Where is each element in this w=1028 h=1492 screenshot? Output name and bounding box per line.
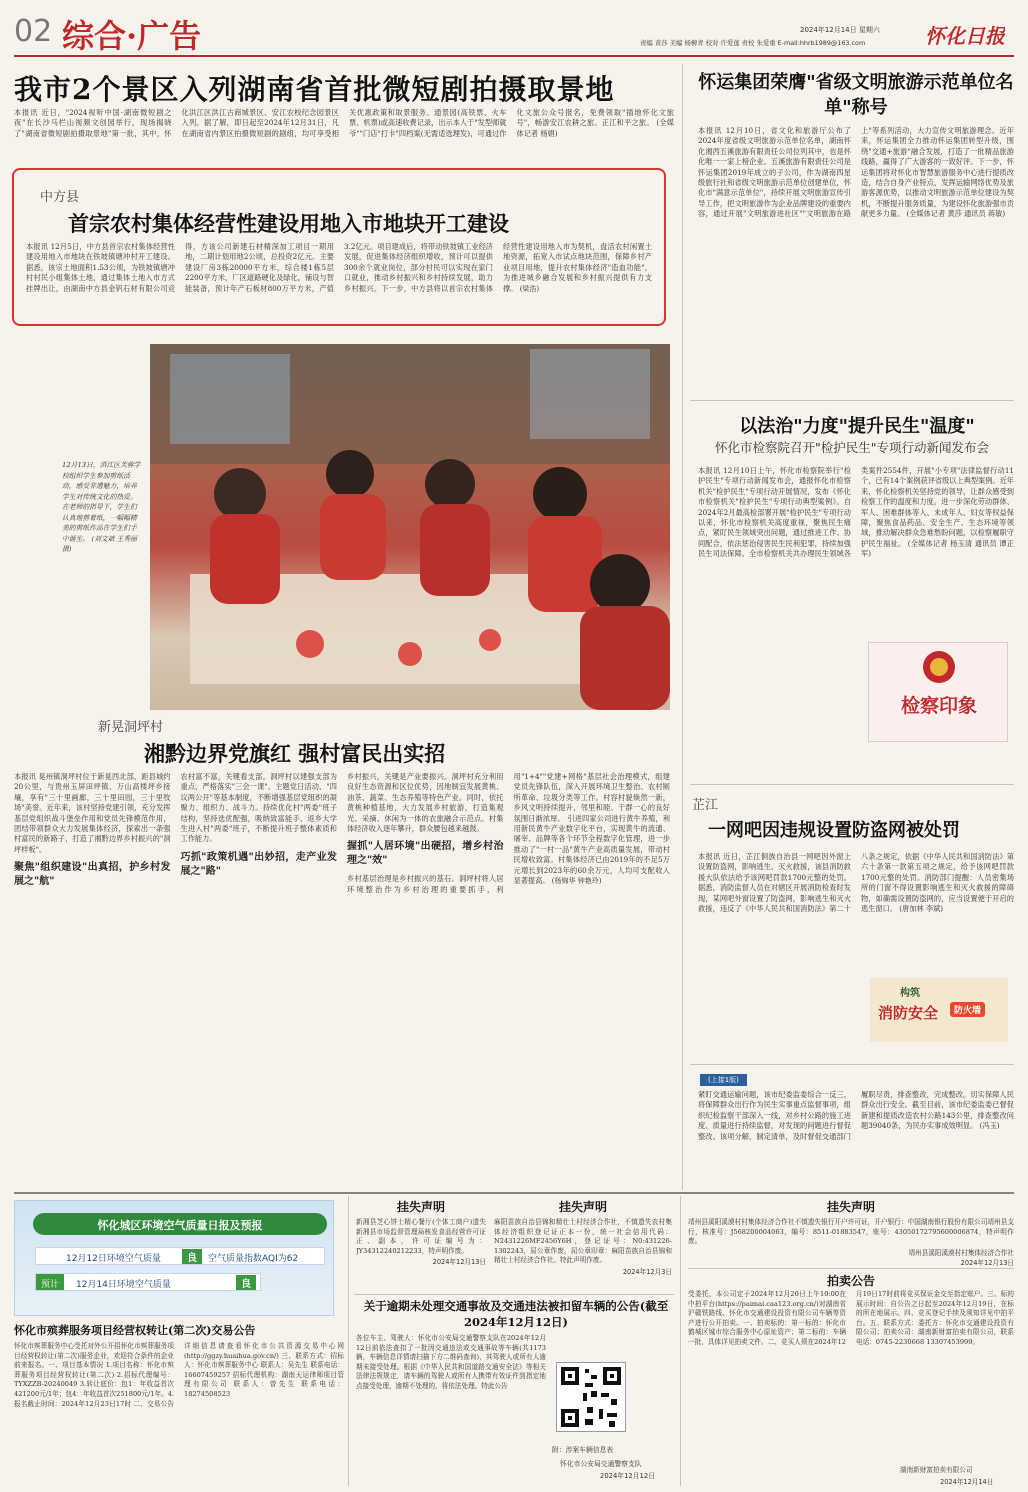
ads-rule-sale <box>688 1268 1014 1269</box>
lost1-title: 挂失声明 <box>396 1200 445 1214</box>
lead-headline: 我市2个景区入列湖南省首批微短剧拍摄取景地 <box>14 73 615 106</box>
section-title: 综合·广告 <box>62 17 202 54</box>
right4-body <box>698 1090 1014 1182</box>
procuratorate-emblem <box>868 642 1008 742</box>
lost1-body: 新湘县芝心饼士精心餐厅(个体工商户)遗失新湘县市场监督管理局核发食品经营许可证正、副本，许可证编号为：JY34312240212233，特声明作废。 <box>356 1218 486 1255</box>
lost2-body: 麻阳苗族自治县锦和精壮士村经济合作社，不慎遗失农村集体经济组织登记证正本一份，统一社会信用代码：N2431226MF2456Y6H，登记证号：N0:431226-1302243，屈公章作废，屈公章印章：麻阳苗族自治县锦和精壮士村经济合作社。特此声明作废。 <box>494 1218 672 1265</box>
right4-continued: (上接1版) <box>700 1074 747 1086</box>
right1-body <box>698 126 1014 374</box>
masthead <box>0 0 1028 54</box>
feature-p4: 乡村基层治理是乡村振兴的基石。洞坪村将人居环境整治作为乡村治理的重要抓手，利用"1+4""党建+网格"基层社会治理模式，组建党员先锋队伍，深入开展环境卫生整治、农村厕所革命、垃圾分类等工作。村容村貌焕然一新，乡风文明持续提升，邻里和睦、干群一心的良好氛围日渐浓厚。 <box>347 772 670 894</box>
masthead-rule <box>14 55 1014 57</box>
right-rule-2 <box>690 784 1014 785</box>
caption-text: 12月13日，洪江区芙蓉学校组织学生参加剪纸活动，感受非遗魅力，培养学生对传统文化的热爱。在老师的指导下，学生们认真地剪着纸，一幅幅精美的剪纸作品在学生们手中诞生。 <box>62 461 141 543</box>
emblem-label: 检察印象 <box>900 695 977 717</box>
ads-rule-traffic <box>354 1294 674 1295</box>
badge-tag: 防火墙 <box>950 1002 985 1017</box>
news-photo <box>150 344 670 710</box>
air-title-bar <box>33 1213 327 1235</box>
right3-headline: 一网吧因违规设置防盗网被处罚 <box>708 820 960 841</box>
ads-divider-1 <box>348 1196 349 1486</box>
lost3-org: 靖州县溪阳溪漠村村集体经济合作社 <box>908 1248 1014 1257</box>
issue-date: 2024年12月14日 星期六 <box>800 26 880 34</box>
sale-org: 湖南新财富拍卖有限公司 <box>900 1466 973 1474</box>
badge-small-text: 构筑 <box>900 988 920 999</box>
feature-body <box>14 772 670 1182</box>
sale-notice-body: 受委托，本公司定于2024年12月20日上午10:00在中拍平台(https://paimai.caa123.org.cn/)对湖南省沪赣铁路线、怀化市交通建设投资有限公司车辆等资产进行公开拍卖。一、拍卖标的：第一标的：怀化市鹤城区城市综合服务中心原址资产；第二标的：车辆一批，具体详见拍卖文件。二、竞买人须在2024年12月19日17时前将竞买保证金交至指定账户。三、标的展示时间：自公告之日起至2024年12月19日，在标的所在地展示。四、竞买登记手续及须知详见中拍平台。五、联系方式：委托方：怀化市交通建设投资有限公司；拍卖公司：湖南新财富拍卖有限公司，联系电话：0745-2230668 13307453999。 <box>688 1290 1014 1346</box>
boxed-text: 本报讯 12月5日，中方县首宗农村集体经营性建设用地入市地块在铁坡镇塘冲村开工建设。据悉，该宗土地面积1.53公顷，为铁坡镇塘冲村村民小组集体土地，通过集体土地入市方式挂牌出让，由湖南中方县金钒石材有限公司竞得，方该公司新建石材精深加工项目一期用地，二期计划用地2公顷，总投资2亿元。主要建设厂房3栋20000平方米，综合楼1栋5层2200平方米，厂区道路硬化及绿化，铺设与智能装备，预计年产石板材800万平方米，产值3.2亿元。项目建成后，将带动铁坡镇工业经济发展，促进集体经济组织增收，预计可以提供300余个就业岗位，部分村民可以实现在家门口就业，推动乡村振兴和乡村持续发展，助力乡村振兴。下一步，中方县将以首宗农村集体经营性建设用地入市为契机，盘活农村闲置土地资源，拓宽入市试点地块范围，保障乡村产业项目用地，提升农村集体经济"造血功能"，为推进城乡融合发展和乡村振兴提供有力支撑。 <box>26 242 652 293</box>
right2-byline: (全媒体记者 杨玉清 通讯员 谭正军) <box>861 538 1014 559</box>
right2-headline: 以法治"力度"提升民生"温度" <box>739 416 975 437</box>
air-day1-label: 12月12日环境空气质量 <box>66 1254 161 1264</box>
sale-notice-title: 拍卖公告 <box>826 1274 875 1288</box>
lead-byline: (全媒体记者 杨娟) <box>516 118 674 138</box>
lead-text: 本报讯 近日，"2024视听中国·湖南微短剧之夜"在长沙马栏山视频文创园举行，现场揭晓了"湖南省微短剧拍摄取景地"第一批，其中，怀化洪江区洪江古商城景区、安江农校纪念园景区入列。据了解，即日起至2024年12月31日，凡在湖南省内景区拍摄微短剧的剧组，均可享受相关优惠政策和取景服务。通景园(高铁票、火车票、机票)或高速收费记录，出示本人于"发型师就爷""门店"打卡"四档案(无需适选理发)，可通过作化文旅公众号报名，免费领取"插地怀化文旅号"，畅游安江农耕之旅、正江和平之旅。 <box>14 108 674 138</box>
air-day1-aqi: 空气质量指数AQI为62 <box>208 1254 299 1264</box>
fire-safety-badge <box>870 978 1008 1042</box>
feature-sub3: 握抓"人居环境"出硬招，增乡村治理之"效" <box>347 841 504 867</box>
lost-notice-2 <box>494 1198 672 1298</box>
qr-code-icon <box>557 1363 625 1431</box>
lost1-date: 2024年12月13日 <box>432 1258 486 1267</box>
lost3-body: 靖州县溪阳溪漠村村集体经济合作社不慎遗失银行开户许可证，开户银行：中国湖南银行股份有限公司靖州县支行，核准号：J568200004063，编号：8511-01883547，账号：43050172795600006874，特声明作废。 <box>688 1218 1014 1246</box>
feature-p1: 本报讯 晃州镇洞坪村位于新晃西北部，距县城约20公里，与贵州玉屏田坪镇、万山高楼坪乡接壤，享有"三十里画廊，三十里田园，三十里牧场"美誉。近年来，该村坚持党建引领，充分发挥基层党组织战斗堡垒作用和党员先锋模范作用，团结带领群众大力发展集体经济，探索出一条强村富民的新路子，打造了湘黔边界乡村振兴的"洞坪样板"。 <box>14 772 171 854</box>
funeral-notice-body: 怀化市殡葬服务中心受托对外公开招怀化市殡葬服务项目经营权转让(第二次)服务企业，欢迎符合条件的企业前来报名。一、项目基本情况 1.项目名称：怀化市殡葬服务项目经营权转让(第二次) 2.招标代理编号：TYXZZB-20240049 3.转让底价：包1：年收益首次421200元/1年；包4：年收益首次251800元/1年。4.报名截止时间：2024年12月23日17时 二、交易公告详细信息请查看怀化市公共资源交易中心网(http://ggzy.huaihua.gov.cn/) 三、联系方式：招标人：怀化市殡葬服务中心 联系人：吴先生 联系电话：16607459257 招标代理机构：湖南天运律师项目管理有限公司 联系人：曾先生 联系电话：18274508523 <box>14 1342 344 1408</box>
sale-date: 2024年12月14日 <box>940 1478 994 1486</box>
boxed-story <box>12 168 666 326</box>
right1-byline: (全媒体记者 黄莎 通讯员 蒋敏) <box>906 209 1006 219</box>
right4-byline: (冯玉) <box>979 1121 1000 1131</box>
lost2-date: 2024年12月3日 <box>622 1267 672 1276</box>
lead-body <box>14 108 674 164</box>
feature-byline: (杨锦华 钟艳玲) <box>551 877 602 886</box>
traffic-attachment: 附：涉案车辆信息表 <box>552 1446 614 1454</box>
feature-p2: 农村富不富，关键看支部。洞坪村以建强支部为重点，严格落实"三会一课"、主题党日活动、"四议两公开"等基本制度，不断增强基层党组织的凝聚力、组织力、战斗力。持续优化村"两委"班子结构，坚持选优配强，吸纳致富能手、返乡大学生进入村"两委"班子，不断提升班子整体素质和工作能力。 <box>180 772 337 844</box>
feature-headline: 湘黔边界党旗红 强村富民出实招 <box>144 741 446 766</box>
feature-kicker: 新晃洞坪村 <box>98 720 164 735</box>
right-rule-3 <box>690 1064 1014 1065</box>
boxed-kicker: 中方县 <box>40 190 80 205</box>
right3-kicker: 芷江 <box>692 798 719 813</box>
boxed-body <box>26 242 652 318</box>
air-day2-label: 12月14日环境空气质量 <box>76 1280 171 1290</box>
boxed-byline: (梁浩) <box>519 284 540 293</box>
lost-notice-3 <box>688 1198 1014 1268</box>
air-forecast-label: 预计 <box>36 1274 64 1291</box>
ads-top-rule <box>14 1192 1014 1194</box>
air-day1-grade: 良 <box>182 1249 202 1264</box>
lost-notice-1 <box>356 1198 486 1298</box>
feature-sub1: 聚焦"组织建设"出真招，护乡村发展之"航" <box>14 862 171 888</box>
feature-p5: 引进四家公司进行黄牛养殖，利用新民黄牛产业数字化平台，实现黄牛的流通、屠宰、品牌等各个环节全程数字化管理，进一步推动了"一村一品"黄牛产业高质量发展，带动村民增收致富。村集体经济已由2019年的不足5万元增长到2023年的60余万元，人均可支配收入显著提高。 <box>513 813 670 886</box>
traffic-notice-body: 各位车主、驾驶人：怀化市公安局交通警察支队在2024年12月12日前依法查扣了一批因交通违法或交通事故等车辆(共1173辆，车辆信息详情请扫描下方二维码查询)，其驾驶人或所有人逾期未接受处理。根据《中华人民共和国道路交通安全法》等相关法律法规规定，请车辆的驾驶人或所有人携带有效证件到指定地点接受处理，逾期不处理的，将依法处理。特此公告 <box>356 1334 546 1390</box>
right2-text: 本报讯 12月10日上午，怀化市检察院举行"检护民生"专项行动新闻发布会，通报怀化市检察机关"检护民生"专项行动开展情况，发布《怀化市检察机关"检护民生"专项行动典型案例》。自2024年2月最高检部署开展"检护民生"专项行动以来，怀化市检察机关高度重视，聚焦民生痛点，紧盯民生领域突出问题，通过推进工作、协同配合，依法惩治侵害民生民利犯罪，持续加强民生司法保障。全市检察机关共办理民生领域各类案件2554件，开展"小专项"法律监督行动11个，已有14个案例获评省级以上典型案例。近年来，怀化检察机关坚持党的领导，让群众感受到检察工作的温度和力度，进一步深化劳动群体、军人、困难群体等人、未成年人、妇女等权益保障，聚焦食品药品、安全生产、生态环境等领域，推动解决群众急难愁盼问题，以检察履职守护民生福祉。 <box>698 466 1014 559</box>
right3-text: 本报讯 近日，芷江侗族自治县一网吧因外窗上设置防盗网，影响逃生、灭火救援，该县消防救援大队依法给予该网吧罚款1700元整的处罚。据悉，消防监督人员在对辖区开展消防检查时发现，某网吧外窗设置了防盗网，影响逃生和灭火救援，违反了《中华人民共和国消防法》第二十八条之规定，依据《中华人民共和国消防法》第六十条第一款第五项之规定，给予该网吧罚款1700元整的处罚。消防部门提醒：人员密集场所的门窗不得设置影响逃生和灭火救援的障碍物，如确需设置防盗网的，应当设置便于开启的逃生窗口。 <box>698 852 1014 914</box>
paper-logo: 怀化日报 <box>925 24 1005 48</box>
right2-subheadline: 怀化市检察院召开"检护民生"专项行动新闻发布会 <box>715 440 989 455</box>
lost2-title: 挂失声明 <box>558 1200 607 1214</box>
boxed-headline: 首宗农村集体经营性建设用地入市地块开工建设 <box>68 211 509 236</box>
right3-byline: (唐加林 李斌) <box>899 904 944 914</box>
page-number: 02 <box>14 14 53 49</box>
emblem-icon <box>921 649 957 685</box>
air-day2-row <box>35 1273 261 1291</box>
traffic-org: 怀化市公安局交通警察支队 <box>560 1460 642 1468</box>
traffic-notice-title: 关于逾期未处理交通事故及交通违法被扣留车辆的公告(截至2024年12月12日) <box>363 1299 669 1329</box>
right1-headline: 怀运集团荣膺"省级文明旅游示范单位名单"称号 <box>698 72 1014 118</box>
column-divider <box>682 64 683 1190</box>
feature-sub2: 巧抓"政策机遇"出妙招，走产业发展之"路" <box>180 851 337 877</box>
right-rule-1 <box>690 400 1014 401</box>
lost3-date: 2024年12月13日 <box>960 1258 1014 1267</box>
photo-caption <box>62 460 142 660</box>
qr-code <box>556 1362 626 1432</box>
air-quality-box <box>14 1200 334 1316</box>
traffic-date: 2024年12月12日 <box>600 1472 655 1480</box>
lost3-title: 挂失声明 <box>826 1200 875 1214</box>
air-day1-row <box>35 1247 325 1265</box>
ads-divider-2 <box>680 1196 681 1486</box>
air-day2-grade: 良 <box>236 1275 256 1290</box>
right1-text: 本报讯 12月10日，省文化和旅游厅公布了2024年度省级文明旅游示范单位名单，湖南怀化湘西五溪旅游有限责任公司位列其中，也是怀化唯一一家上榜企业。五溪旅游有限责任公司是怀运集团2019年成立的子公司，作为湖南四星级旅行社和省级文明旅游示范单位创建单位，怀化市"满意示范单位"，持续开展文明旅游宣传引导工作，把文明旅游作为企业品牌建设的重要内容，通过开展"文明旅游进社区""文明旅游在路上"等系列活动，大力宣传文明旅游理念。近年来，怀运集团全力推动怀运集团转型升级，围绕"交通+旅游"融合发展，打造了一批精品旅游线路，赢得了广大游客的一致好评。下一步，怀运集团将对怀化市智慧旅游服务中心进行提质改造，结合自身产业特点，发挥运输网络优势及旅游客源优势，以推动文明旅游示范单位建设为契机，不断提升服务质量，为建设怀化旅游强市贡献更多力量。 <box>698 126 1014 219</box>
feature-p3: 乡村振兴，关键是产业要振兴。洞坪村充分利用良好生态资源和区位优势，因地制宜发展黄桃、油茶、蔬菜、生态养殖等特色产业。同时，依托黄桃种植基地，大力发展乡村旅游，打造集观光、采摘、休闲为一体的农旅融合示范点。村集体经济收入逐年攀升，群众腰包越来越鼓。 <box>347 772 504 834</box>
caption-credit: (刘文斌 王秀丽 摄) <box>62 534 137 553</box>
funeral-notice-title: 怀化市殡葬服务项目经营权转让(第二次)交易公告 <box>14 1324 256 1337</box>
staff-credits: 责编 黄莎 美编 杨柳青 校对 许爱莲 责校 朱爱重 E-mail:hhrb1989@163.com <box>640 39 866 47</box>
badge-main-text: 消防安全 <box>878 1004 939 1022</box>
right4-text: 紧盯交通运输问题，该市纪委监委综合一反三，将保障群众出行作为民生实事重点监督事项，组织纪检监察干部深入一线，对乡村公路的施工进度、质量进行持续监督，对发现的问题进行督促整改。该项分解，制定清单，及时督促交通部门履职尽责，排查整改，完成整改。切实保障人民群众出行安全。截至目前，该市纪委监委已督促新建和提质改造农村公路143公里，排查整改问题39040条，为民办实事成效明显。 <box>698 1090 1014 1141</box>
air-title: 怀化城区环境空气质量日报及预报 <box>97 1219 263 1232</box>
photo-scene <box>150 344 670 710</box>
